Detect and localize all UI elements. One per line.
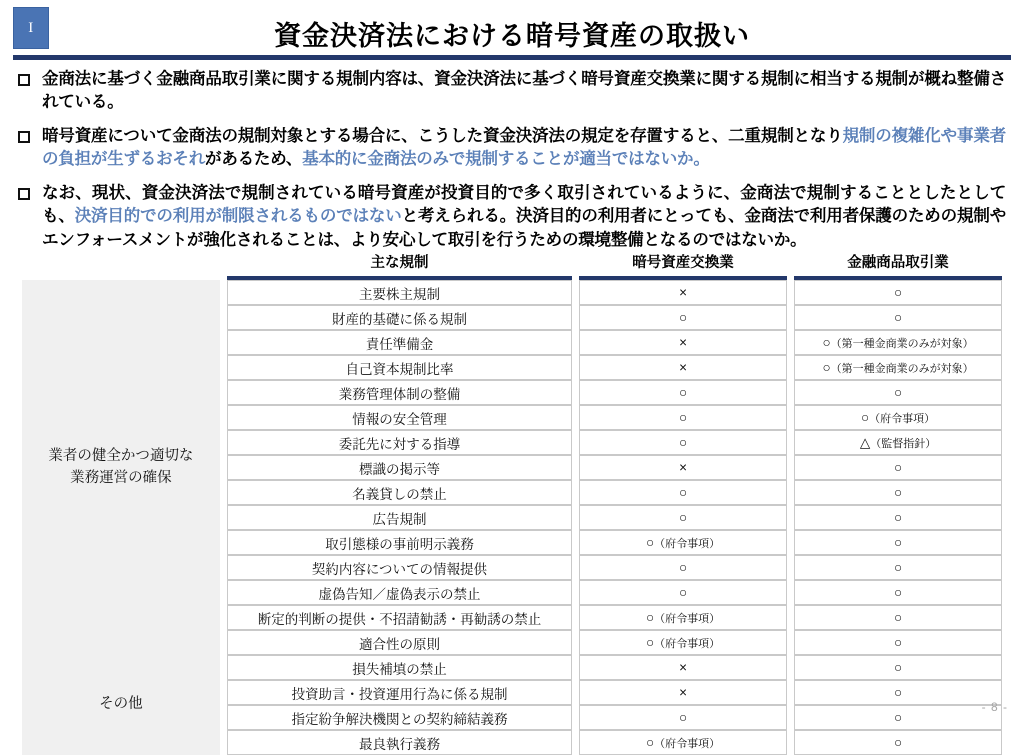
financial-instruments-cell <box>794 480 1002 505</box>
status-mark: ○ <box>893 535 903 550</box>
regulation-name-cell: 名義貸しの禁止 <box>227 480 572 505</box>
column-spacer <box>572 305 579 330</box>
financial-instruments-cell <box>794 405 1002 430</box>
bullet-square-icon <box>18 188 30 200</box>
column-spacer <box>787 305 794 330</box>
column-spacer <box>572 355 579 380</box>
bullet-item <box>16 125 1006 172</box>
status-mark: ○ <box>893 285 903 300</box>
plain-text: 暗号資産について金商法の規制対象とする場合に、こうした資金決済法の規定を存置すると、二重規制となり <box>42 126 843 145</box>
status-mark: × <box>679 360 687 375</box>
column-spacer <box>787 380 794 405</box>
column-spacer <box>787 355 794 380</box>
crypto-exchange-cell <box>579 530 787 555</box>
column-spacer <box>220 655 227 755</box>
column-spacer <box>787 455 794 480</box>
plain-text: なお、現状、資金決済法で規制されている暗号資産が投資目的で多く取引されているように、金商法で規制することとしたとしても、 <box>42 183 1006 226</box>
regulation-name-cell: 投資助言・投資運用行為に係る規制 <box>227 680 572 705</box>
crypto-exchange-cell <box>579 355 787 380</box>
financial-instruments-cell <box>794 280 1002 305</box>
slide-header <box>0 0 1024 58</box>
column-spacer <box>787 330 794 355</box>
financial-instruments-cell <box>794 655 1002 680</box>
column-spacer <box>572 580 579 605</box>
financial-instruments-cell <box>794 305 1002 330</box>
column-spacer <box>787 530 794 555</box>
regulation-name-cell: 指定紛争解決機関との契約締結義務 <box>227 705 572 730</box>
crypto-exchange-cell <box>579 380 787 405</box>
status-mark: ○ <box>645 734 655 750</box>
regulation-name-cell: 標識の掲示等 <box>227 455 572 480</box>
crypto-exchange-cell <box>579 605 787 630</box>
crypto-exchange-cell <box>579 430 787 455</box>
status-note: （府令事項） <box>654 737 721 750</box>
regulation-name-cell: 財産的基礎に係る規制 <box>227 305 572 330</box>
column-spacer <box>787 480 794 505</box>
header-crypto-exchange: 暗号資産交換業 <box>579 250 787 280</box>
column-spacer <box>572 430 579 455</box>
financial-instruments-cell <box>794 680 1002 705</box>
status-mark: ○ <box>893 710 903 725</box>
status-mark: × <box>679 335 687 350</box>
regulation-name-cell: 取引態様の事前明示義務 <box>227 530 572 555</box>
column-spacer <box>572 730 579 755</box>
regulation-name-cell: 主要株主規制 <box>227 280 572 305</box>
status-mark: × <box>679 285 687 300</box>
table-body <box>22 280 1002 755</box>
crypto-exchange-cell <box>579 730 787 755</box>
regulation-name-cell: 損失補填の禁止 <box>227 655 572 680</box>
regulation-name-cell: 自己資本規制比率 <box>227 355 572 380</box>
table-row <box>22 280 1002 305</box>
status-mark: × <box>679 685 687 700</box>
table-header-row <box>22 250 1002 280</box>
status-mark: ○ <box>678 710 688 725</box>
regulation-comparison-table <box>22 250 1002 755</box>
column-spacer <box>572 505 579 530</box>
status-mark: ○ <box>645 634 655 650</box>
status-note: （監督指針） <box>870 437 937 450</box>
column-spacer <box>787 630 794 655</box>
status-mark: ○ <box>893 685 903 700</box>
regulation-name-cell: 断定的判断の提供・不招請勧誘・再勧誘の禁止 <box>227 605 572 630</box>
crypto-exchange-cell <box>579 655 787 680</box>
status-mark: ○ <box>893 735 903 750</box>
status-mark: ○ <box>678 585 688 600</box>
financial-instruments-cell <box>794 705 1002 730</box>
bullet-item <box>16 182 1006 252</box>
bullet-item <box>16 68 1006 115</box>
category-cell <box>22 655 220 755</box>
column-spacer <box>572 455 579 480</box>
plain-text: 金商法に基づく金融商品取引業に関する規制内容は、資金決済法に基づく暗号資産交換業に関する規制に相当する規制が概ね整備されている。 <box>42 70 1006 112</box>
status-mark: ○ <box>893 560 903 575</box>
column-spacer <box>572 330 579 355</box>
column-spacer <box>572 480 579 505</box>
financial-instruments-cell <box>794 530 1002 555</box>
status-note: （府令事項） <box>654 637 721 650</box>
crypto-exchange-cell <box>579 455 787 480</box>
bullet-text <box>42 68 1006 115</box>
column-spacer <box>787 655 794 680</box>
page-number: - 8 - <box>981 700 1008 714</box>
category-label: その他 <box>99 696 143 713</box>
status-mark: ○ <box>893 660 903 675</box>
regulation-name-cell: 委託先に対する指導 <box>227 430 572 455</box>
financial-instruments-cell <box>794 580 1002 605</box>
status-mark: △ <box>859 434 871 450</box>
crypto-exchange-cell <box>579 705 787 730</box>
status-note: （府令事項） <box>654 612 721 625</box>
financial-instruments-cell <box>794 430 1002 455</box>
column-spacer <box>787 280 794 305</box>
crypto-exchange-cell <box>579 405 787 430</box>
financial-instruments-cell <box>794 380 1002 405</box>
crypto-exchange-cell <box>579 580 787 605</box>
status-mark: ○ <box>893 610 903 625</box>
status-mark: ○ <box>893 385 903 400</box>
status-note: （第一種金商業のみが対象） <box>830 337 974 350</box>
plain-text: があるため、 <box>205 150 303 169</box>
bullet-text <box>42 125 1006 172</box>
crypto-exchange-cell <box>579 330 787 355</box>
column-spacer <box>572 655 579 680</box>
column-spacer <box>787 680 794 705</box>
bullet-text <box>42 182 1006 252</box>
status-mark: ○ <box>678 560 688 575</box>
highlighted-text: 規制の複雑化や事業者の負担が生ずるおそれ <box>42 126 1006 169</box>
category-cell <box>22 280 220 655</box>
financial-instruments-cell <box>794 630 1002 655</box>
regulation-name-cell: 広告規制 <box>227 505 572 530</box>
column-spacer <box>572 530 579 555</box>
regulation-name-cell: 最良執行義務 <box>227 730 572 755</box>
status-mark: ○ <box>893 635 903 650</box>
crypto-exchange-cell <box>579 555 787 580</box>
status-mark: ○ <box>893 310 903 325</box>
status-mark: ○ <box>893 510 903 525</box>
header-divider <box>13 55 1011 60</box>
status-mark: ○ <box>822 359 831 375</box>
status-mark: × <box>679 460 687 475</box>
regulation-name-cell: 情報の安全管理 <box>227 405 572 430</box>
financial-instruments-cell <box>794 730 1002 755</box>
crypto-exchange-cell <box>579 680 787 705</box>
regulation-name-cell: 虚偽告知／虚偽表示の禁止 <box>227 580 572 605</box>
column-spacer <box>220 280 227 655</box>
crypto-exchange-cell <box>579 505 787 530</box>
financial-instruments-cell <box>794 605 1002 630</box>
status-mark: ○ <box>678 385 688 400</box>
column-spacer <box>787 430 794 455</box>
column-spacer <box>572 280 579 305</box>
status-mark: ○ <box>645 534 655 550</box>
column-spacer <box>787 555 794 580</box>
status-note: （府令事項） <box>654 537 721 550</box>
column-spacer <box>787 730 794 755</box>
regulation-name-cell: 適合性の原則 <box>227 630 572 655</box>
header-financial-instruments: 金融商品取引業 <box>794 250 1002 280</box>
financial-instruments-cell <box>794 455 1002 480</box>
column-spacer <box>787 505 794 530</box>
status-mark: × <box>679 660 687 675</box>
column-spacer <box>572 680 579 705</box>
plain-text: と考えられる。決済目的の利用者にとっても、金商法で利用者保護のための規制やエンフォースメントが強化されることは、より安心して取引を行うための環境整備となるのではないか。 <box>42 207 1006 249</box>
regulation-name-cell: 業務管理体制の整備 <box>227 380 572 405</box>
column-spacer <box>572 705 579 730</box>
status-mark: ○ <box>678 410 688 425</box>
bullet-square-icon <box>18 131 30 143</box>
column-spacer <box>572 605 579 630</box>
status-note: （第一種金商業のみが対象） <box>830 362 974 375</box>
bullet-square-icon <box>18 74 30 86</box>
status-note: （府令事項） <box>869 412 936 425</box>
financial-instruments-cell <box>794 505 1002 530</box>
crypto-exchange-cell <box>579 280 787 305</box>
status-mark: ○ <box>678 310 688 325</box>
regulation-name-cell: 契約内容についての情報提供 <box>227 555 572 580</box>
financial-instruments-cell <box>794 355 1002 380</box>
highlighted-text: 決済目的での利用が制限されるものではない <box>74 207 402 226</box>
crypto-exchange-cell <box>579 305 787 330</box>
status-mark: ○ <box>822 334 831 350</box>
header-category-blank <box>22 250 220 280</box>
crypto-exchange-cell <box>579 480 787 505</box>
status-mark: ○ <box>893 485 903 500</box>
column-spacer <box>787 580 794 605</box>
table-row <box>22 655 1002 680</box>
column-spacer <box>572 555 579 580</box>
column-spacer <box>572 630 579 655</box>
financial-instruments-cell <box>794 555 1002 580</box>
header-main-regulation: 主な規制 <box>227 250 572 280</box>
column-spacer <box>572 380 579 405</box>
crypto-exchange-cell <box>579 630 787 655</box>
status-mark: ○ <box>893 460 903 475</box>
status-mark: ○ <box>893 585 903 600</box>
status-mark: ○ <box>678 485 688 500</box>
column-spacer <box>787 405 794 430</box>
regulation-name-cell: 責任準備金 <box>227 330 572 355</box>
column-spacer <box>572 405 579 430</box>
category-label: 業者の健全かつ適切な 業務運営の確保 <box>48 447 194 486</box>
status-mark: ○ <box>860 409 870 425</box>
status-mark: ○ <box>678 435 688 450</box>
chapter-badge: I <box>13 7 49 49</box>
status-mark: ○ <box>645 609 655 625</box>
status-mark: ○ <box>678 510 688 525</box>
column-spacer <box>787 705 794 730</box>
financial-instruments-cell <box>794 330 1002 355</box>
column-spacer <box>787 605 794 630</box>
highlighted-text: 基本的に金商法のみで規制することが適当ではないか。 <box>302 150 710 169</box>
bullet-list <box>0 68 1024 252</box>
page-title: 資金決済法における暗号資産の取扱い <box>274 21 750 51</box>
